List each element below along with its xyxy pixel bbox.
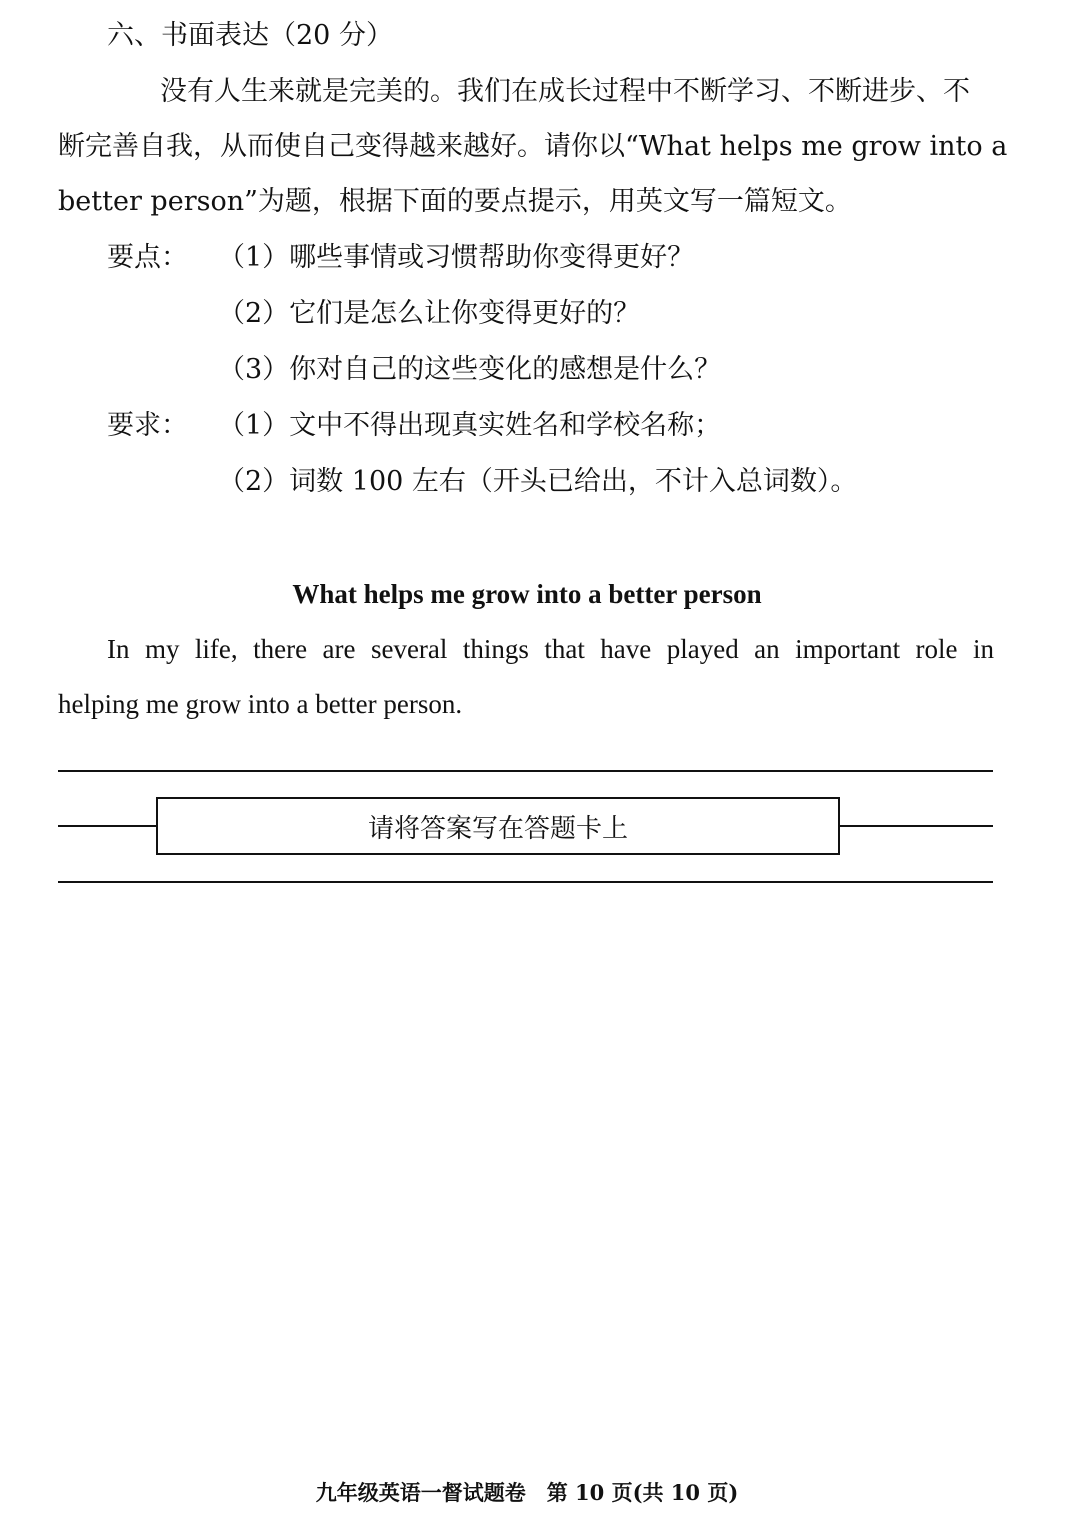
key-point-2: （2）它们是怎么让你变得更好的？ bbox=[218, 298, 641, 329]
answer-notice-box bbox=[156, 797, 840, 855]
key-point-1: （1）哪些事情或习惯帮助你变得更好？ bbox=[218, 242, 695, 273]
prompt-line-2: 断完善自我，从而使自己变得越来越好。请你以“What helps me grow into a bbox=[58, 131, 1008, 162]
prompt-line-3: better person”为题，根据下面的要点提示，用英文写一篇短文。 bbox=[58, 186, 852, 217]
page-footer: 九年级英语一督试题卷 第 10 页(共 10 页) bbox=[315, 1480, 739, 1505]
divider-mid-left bbox=[58, 825, 157, 827]
divider-mid-right bbox=[838, 825, 993, 827]
prompt-line-1: 没有人生来就是完美的。我们在成长过程中不断学习、不断进步、不 bbox=[160, 76, 970, 107]
divider-bottom bbox=[58, 881, 993, 883]
key-points-label: 要点： bbox=[107, 242, 188, 273]
divider-top bbox=[58, 770, 993, 772]
essay-opening-line-2: helping me grow into a better person. bbox=[58, 689, 463, 719]
requirement-2: （2）词数 100 左右（开头已给出，不计入总词数）。 bbox=[218, 466, 858, 497]
requirements-label: 要求： bbox=[107, 410, 188, 441]
key-point-3: （3）你对自己的这些变化的感想是什么？ bbox=[218, 354, 722, 385]
essay-opening-line-1: In my life, there are several things that have played an important role in bbox=[107, 634, 994, 664]
essay-title: What helps me grow into a better person bbox=[292, 579, 762, 609]
requirement-1: （1）文中不得出现真实姓名和学校名称； bbox=[218, 410, 722, 441]
section-title: 六、书面表达（20 分） bbox=[107, 20, 393, 51]
answer-notice-text: 请将答案写在答题卡上 bbox=[367, 813, 628, 844]
